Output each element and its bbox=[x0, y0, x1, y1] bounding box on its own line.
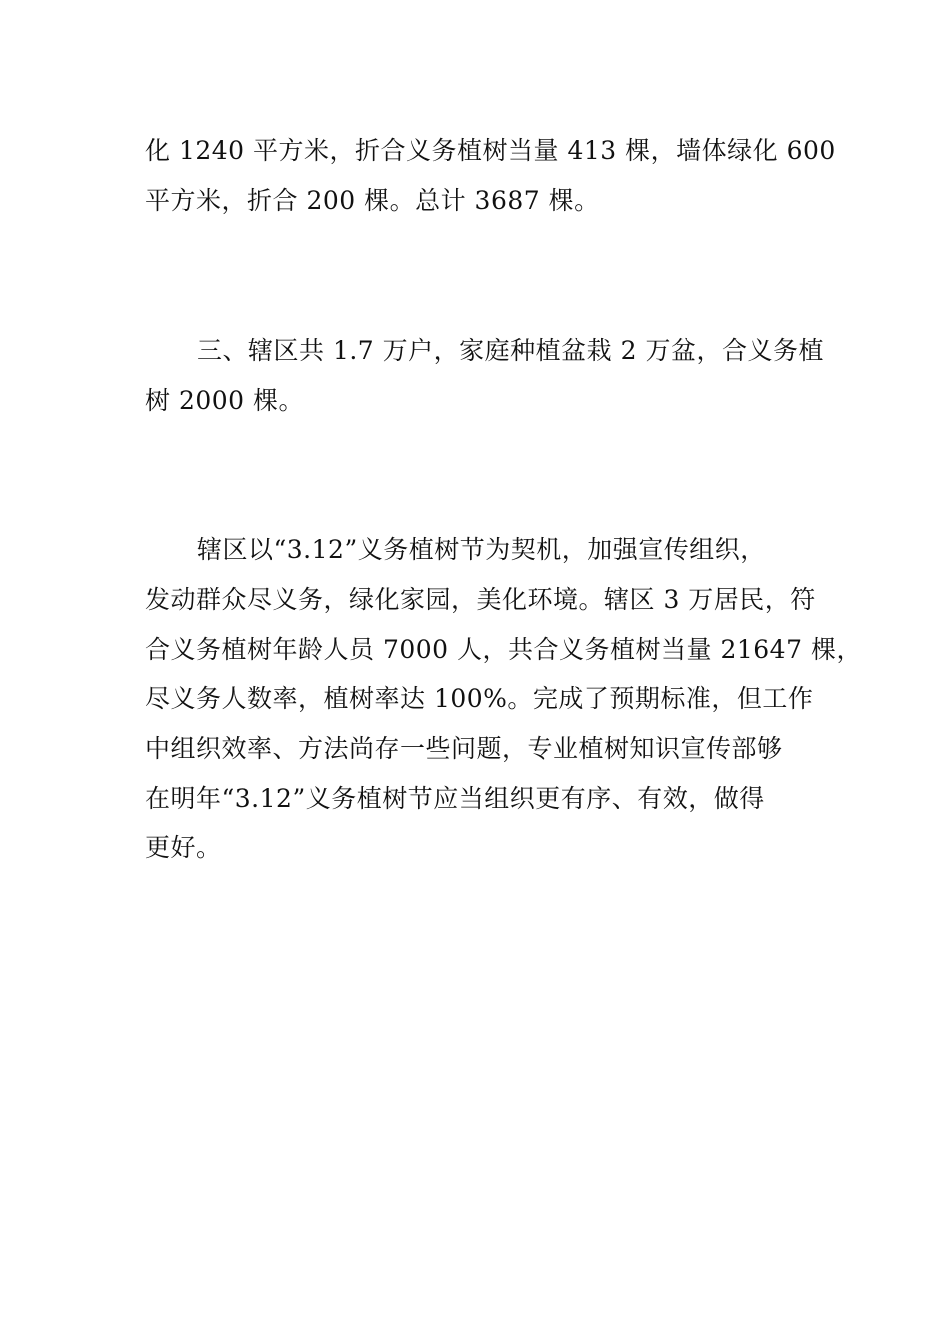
paragraph-3-line-7: 更好。 bbox=[145, 833, 222, 862]
paragraph-1-line-2: 平方米，折合 200 棵。总计 3687 棵。 bbox=[145, 186, 600, 215]
paragraph-3-line-6: 在明年“3.12”义务植树节应当组织更有序、有效，做得 bbox=[145, 784, 765, 813]
paragraph-3-line-1: 辖区以“3.12”义务植树节为契机，加强宣传组织， bbox=[197, 535, 766, 564]
paragraph-2-line-1: 三、辖区共 1.7 万户，家庭种植盆栽 2 万盆，合义务植 bbox=[197, 336, 824, 365]
paragraph-3-line-5: 中组织效率、方法尚存一些问题，专业植树知识宣传部够 bbox=[145, 734, 783, 763]
paragraph-1-line-1: 化 1240 平方米，折合义务植树当量 413 棵，墙体绿化 600 bbox=[145, 136, 836, 165]
paragraph-3-line-4: 尽义务人数率，植树率达 100%。完成了预期标准，但工作 bbox=[145, 684, 814, 713]
paragraph-3-line-2: 发动群众尽义务，绿化家园，美化环境。辖区 3 万居民，符 bbox=[145, 585, 816, 614]
paragraph-2-line-2: 树 2000 棵。 bbox=[145, 386, 305, 415]
paragraph-3-line-3: 合义务植树年龄人员 7000 人，共合义务植树当量 21647 棵， bbox=[145, 635, 862, 664]
